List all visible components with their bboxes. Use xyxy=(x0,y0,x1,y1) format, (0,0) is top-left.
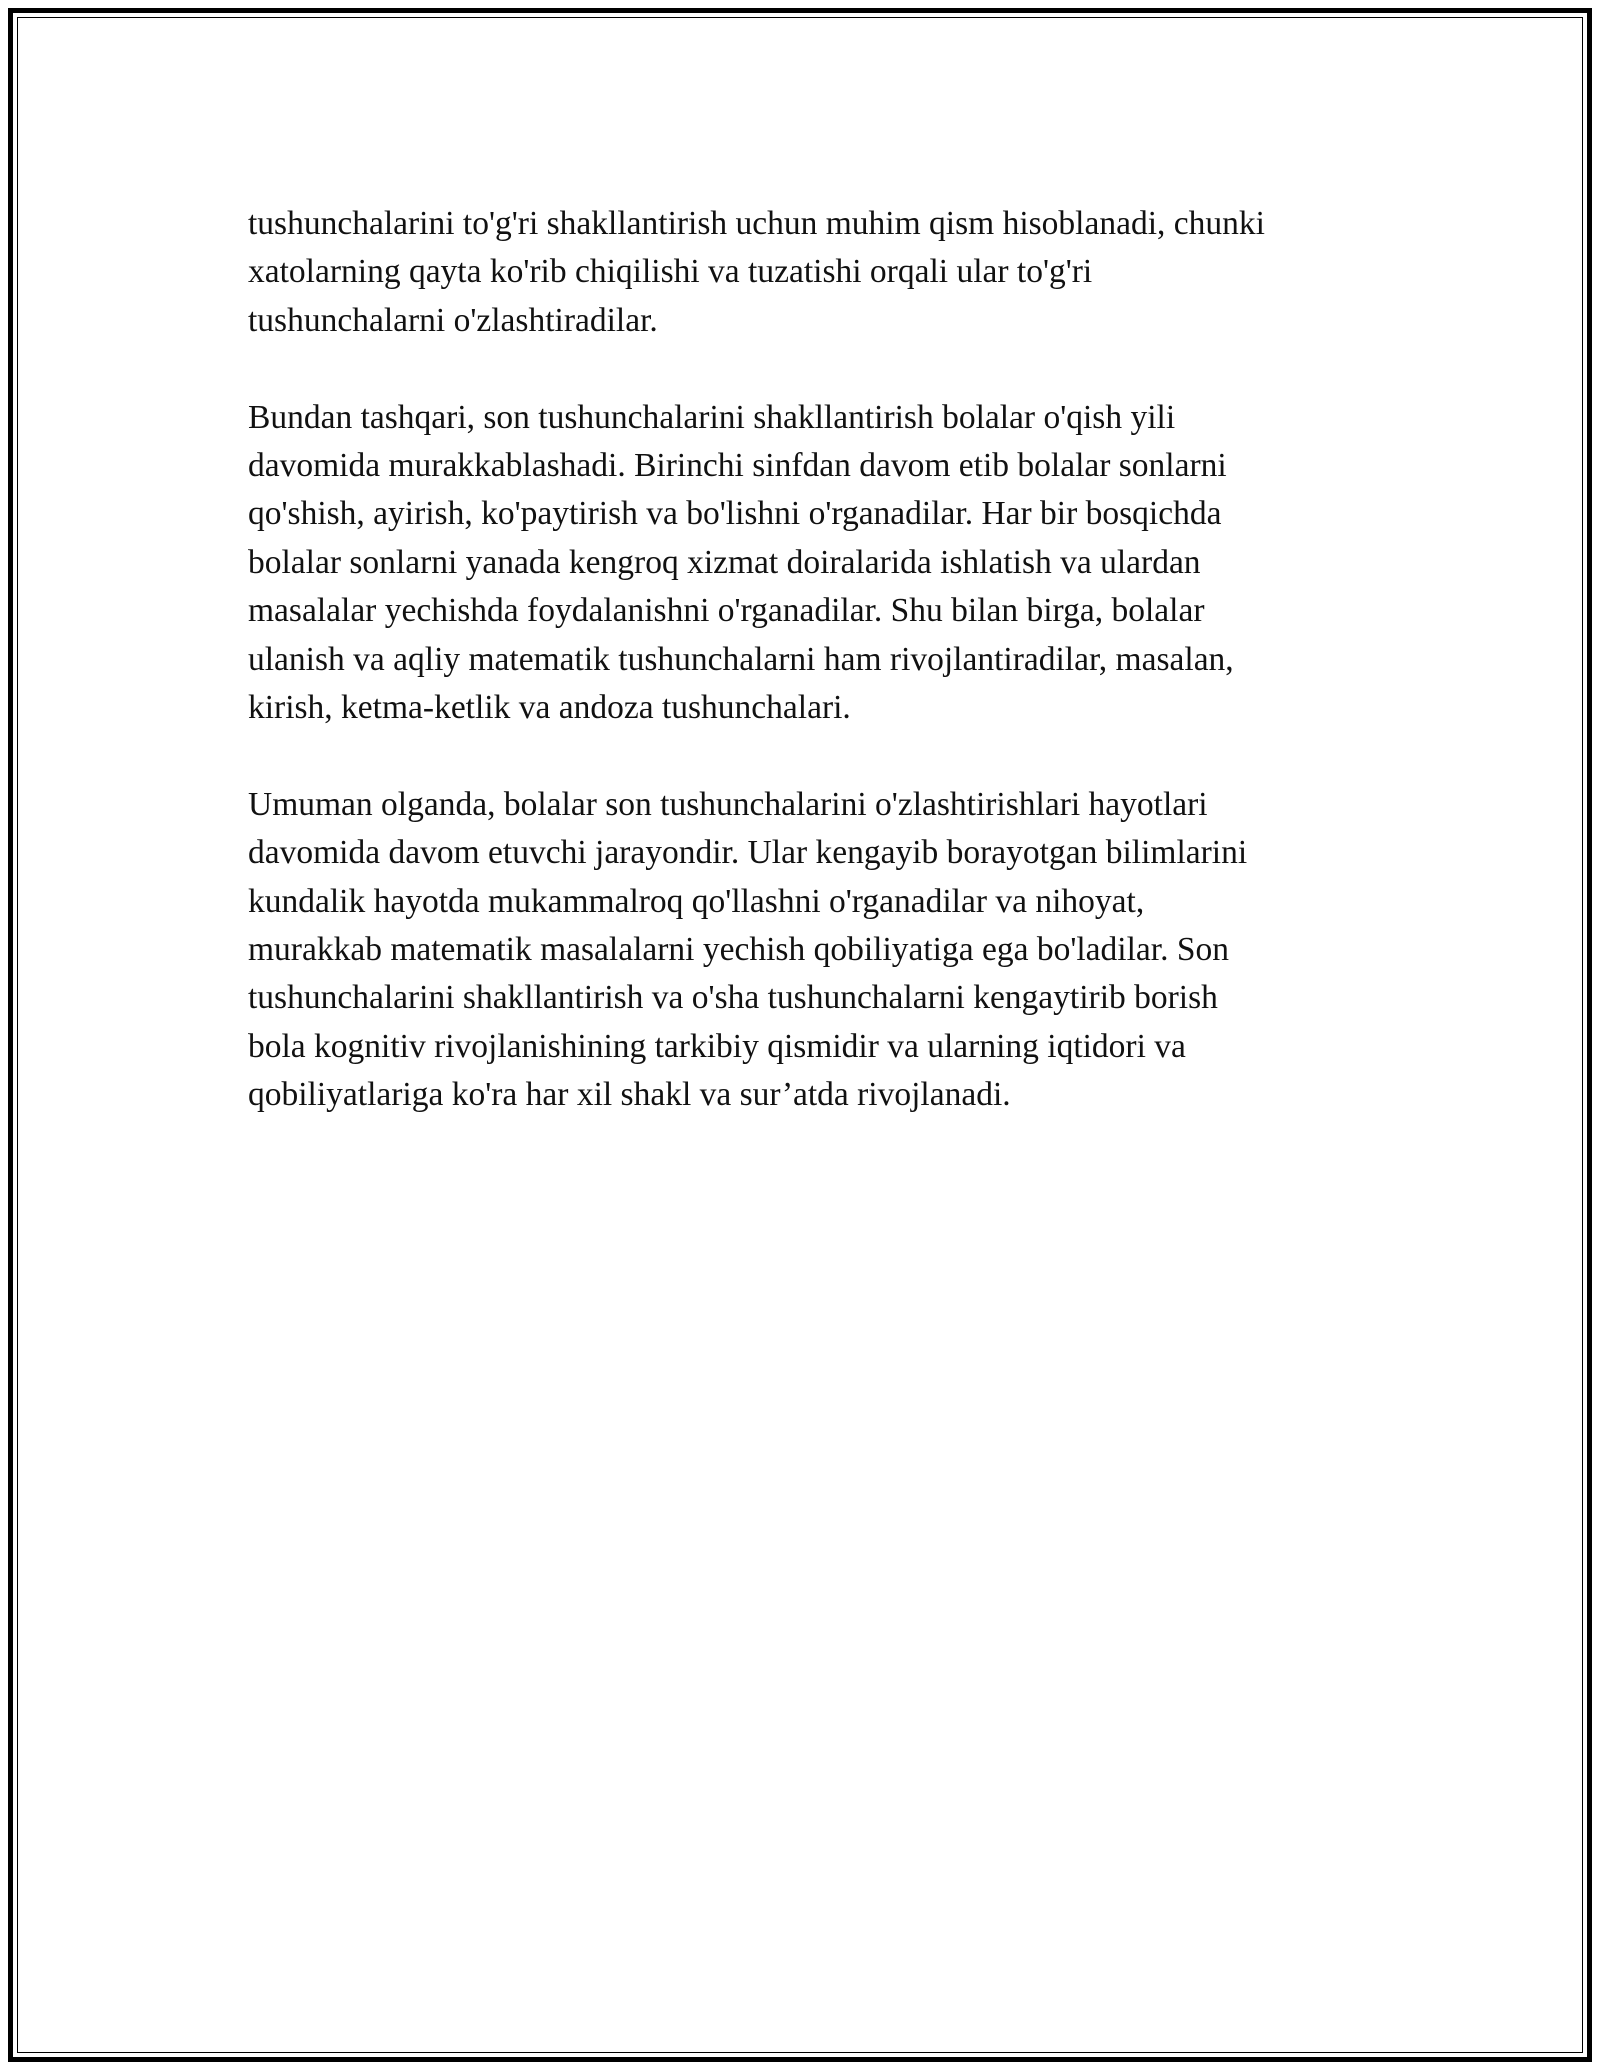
text-line: tushunchalarni o'zlashtiradilar. xyxy=(248,301,658,339)
text-line: xatolarning qayta ko'rib chiqilishi va tuzatishi orqali ular to'g'ri xyxy=(248,253,1093,291)
text-line: kundalik hayotda mukammalroq qo'llashni o'rganadilar va nihoyat, xyxy=(248,882,1145,920)
text-line: Bundan tashqari, son tushunchalarini shakllantirish bolalar o'qish yili xyxy=(248,398,1176,436)
page-border xyxy=(8,8,1592,2062)
text-line: ulanish va aqliy matematik tushunchalarni ham rivojlantiradilar, masalan, xyxy=(248,640,1234,678)
paragraph-2 xyxy=(248,394,1378,733)
document-body xyxy=(248,200,1378,1168)
text-line: kirish, ketma-ketlik va andoza tushunchalari. xyxy=(248,689,851,727)
text-line: qobiliyatlariga ko'ra har xil shakl va sur’atda rivojlanadi. xyxy=(248,1076,1011,1114)
paragraph-1 xyxy=(248,200,1378,345)
text-line: tushunchalarini to'g'ri shakllantirish uchun muhim qism hisoblanadi, chunki xyxy=(248,205,1265,242)
text-line: masalalar yechishda foydalanishni o'rganadilar. Shu bilan birga, bolalar xyxy=(248,592,1205,630)
text-line: bolalar sonlarni yanada kengroq xizmat doiralarida ishlatish va ulardan xyxy=(248,543,1201,581)
text-line: murakkab matematik masalalarni yechish qobiliyatiga ega bo'ladilar. Son xyxy=(248,931,1229,969)
text-line: bola kognitiv rivojlanishining tarkibiy qismidir va ularning iqtidori va xyxy=(248,1027,1186,1065)
text-line: qo'shish, ayirish, ko'paytirish va bo'lishni o'rganadilar. Har bir bosqichda xyxy=(248,495,1222,533)
text-line: davomida murakkablashadi. Birinchi sinfdan davom etib bolalar sonlarni xyxy=(248,447,1227,485)
text-line: tushunchalarini shakllantirish va o'sha tushunchalarni kengaytirib borish xyxy=(248,979,1218,1017)
text-line: davomida davom etuvchi jarayondir. Ular kengayib borayotgan bilimlarini xyxy=(248,834,1248,872)
text-line: Umuman olganda, bolalar son tushunchalarini o'zlashtirishlari hayotlari xyxy=(248,785,1208,823)
paragraph-3 xyxy=(248,781,1378,1120)
